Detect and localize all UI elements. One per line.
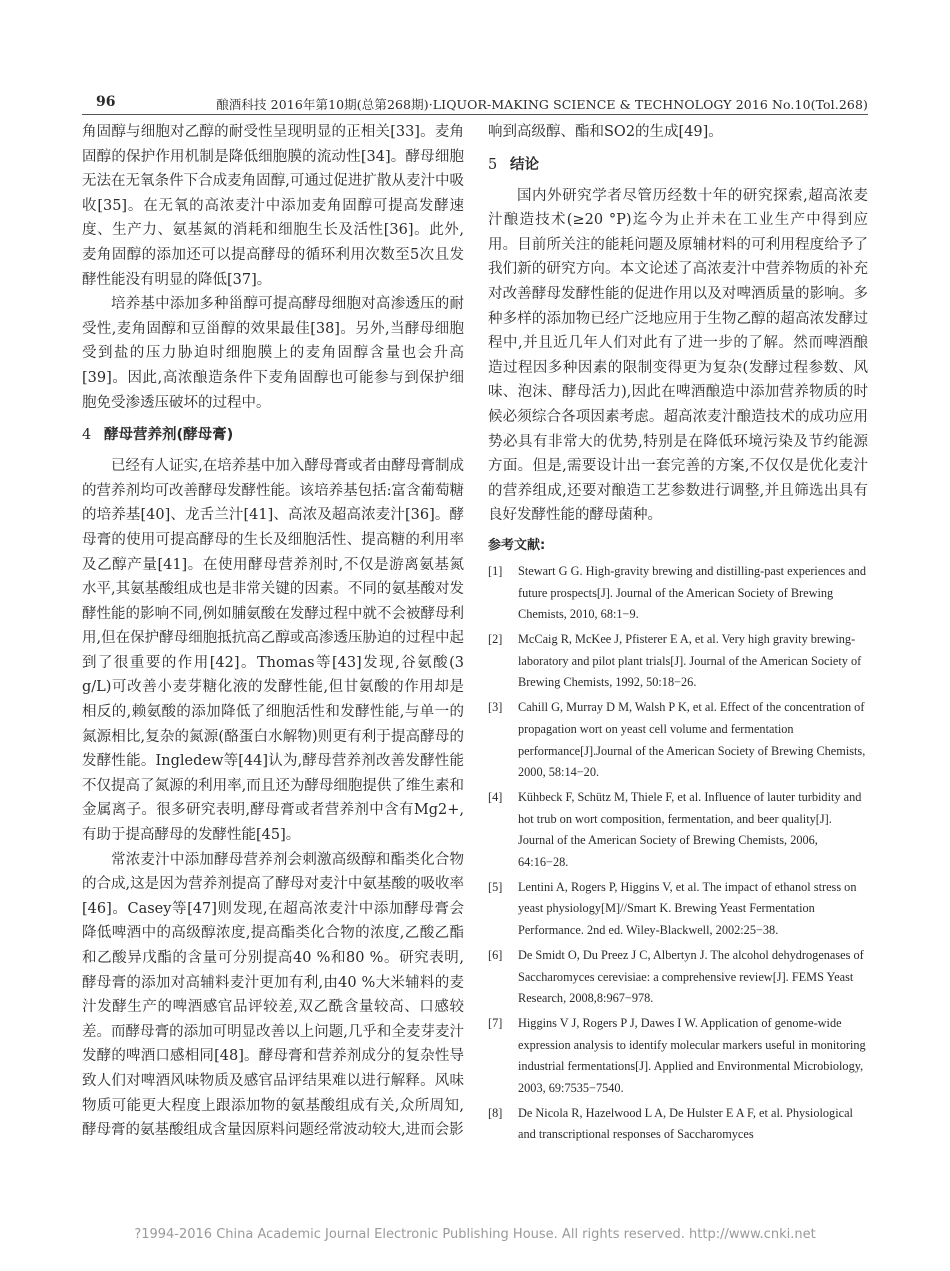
section-heading	[488, 153, 868, 177]
reference-list	[488, 561, 868, 1146]
paragraph: 常浓麦汁中添加酵母营养剂会刺激高级醇和酯类化合物的合成,这是因为营养剂提高了酵母对麦汁中氨基酸的吸收率[46]。Casey等[47]则发现,在超高浓麦汁中添加酵母膏会降低啤酒中的高级醇浓度,提高酯类化合物的浓度,乙酸乙酯和乙酸异戊酯的含量可分别提高40 %和80 %。研究表明,酵母膏的添加对高辅料麦汁更加有利,由40 %大米辅料的麦汁发酵生产的啤酒感官品评较差,双乙酰含量较高、口感较差。而酵母膏的添加可明显改善以上问题,几乎和全麦芽麦汁发酵的啤酒口感相同[48]。酵母膏和营养剂成分的复杂性导致人们对啤酒风味物质及感官品评结果难以进行解释。风味物质可能更大程度上跟添加物的氨基酸组成有关,众所周知,酵母膏的氨基酸组成含量因原料问题经常波动较大,进而会影	[82, 851, 464, 1139]
reference-number: [8]	[488, 1105, 503, 1120]
reference-text: De Nicola R, Hazelwood L A, De Hulster E A F, et al. Physiological and transcriptional responses of Saccharomyces	[518, 1105, 853, 1142]
paragraph: 培养基中添加多种甾醇可提高酵母细胞对高渗透压的耐受性,麦角固醇和豆甾醇的效果最佳[38]。另外,当酵母细胞受到盐的压力胁迫时细胞膜上的麦角固醇含量也会升高[39]。因此,高浓酿造条件下麦角固醇也可能参与到保护细胞免受渗透压破坏的过程中。	[82, 296, 464, 411]
paragraph: 已经有人证实,在培养基中加入酵母膏或者由酵母膏制成的营养剂均可改善酵母发酵性能。该培养基包括:富含葡萄糖的培养基[40]、龙舌兰汁[41]、高浓及超高浓麦汁[36]。酵母膏的使用可提高酵母的生长及细胞活性、提高糖的利用率及乙醇产量[41]。在使用酵母营养剂时,不仅是游离氨基氮水平,其氨基酸组成也是非常关键的因素。不同的氨基酸对发酵性能的影响不同,例如脯氨酸在发酵过程中就不会被酵母利用,但在保护酵母细胞抵抗高乙醇或高渗透压胁迫的过程中起到了很重要的作用[42]。Thomas等[43]发现,谷氨酸(3 g/L)可改善小麦芽糖化液的发酵性能,但甘氨酸的作用却是相反的,赖氨酸的添加降低了细胞活性和发酵性能,与单一的氮源相比,复杂的氮源(酪蛋白水解物)则更有利于提高酵母的发酵性能。Ingledew等[44]认为,酵母营养剂改善发酵性能不仅提高了氮源的利用率,而且还为酵母细胞提供了维生素和金属离子。很多研究表明,酵母膏或者营养剂中含有Mg2+,有助于提高酵母的发酵性能[45]。	[82, 458, 464, 844]
reference-number: [5]	[488, 879, 503, 894]
paragraph: 国内外研究学者尽管历经数十年的研究探索,超高浓麦汁酿造技术(≥20 °P)迄今为止并未在工业生产中得到应用。目前所关注的能耗问题及原辅材料的可利用程度给予了我们新的研究方向。本文论述了高浓麦汁中营养物质的补充对改善酵母发酵性能的促进作用以及对啤酒质量的影响。多种多样的添加物已经广泛地应用于生物乙醇的超高浓发酵过程中,并且近几年人们对此有了进一步的了解。然而啤酒酿造过程因多种因素的限制变得更为复杂(发酵过程参数、风味、泡沫、酵母活力),因此在啤酒酿造中添加营养物质的时候必须综合各项因素考虑。超高浓麦汁酿造技术的成功应用势必具有非常大的优势,特别是在降低环境污染及节约能源方面。但是,需要设计出一套完善的方案,不仅仅是优化麦汁的营养组成,还要对酿造工艺参数进行调整,并且筛选出具有良好发酵性能的酵母菌种。	[488, 187, 868, 524]
reference-number: [3]	[488, 700, 503, 715]
section-title: 结论	[510, 156, 539, 173]
section-number: 5	[488, 156, 498, 173]
references-heading: 参考文献:	[488, 537, 546, 553]
section-title: 酵母营养剂(酵母膏)	[104, 427, 234, 444]
page-number: 96	[96, 94, 116, 110]
reference-text: McCaig R, McKee J, Pfisterer E A, et al. Very high gravity brewing-laboratory and pilot plant trials[J]. Journal of the American Society of Brewing Chemists, 1992, 50:18−26.	[518, 632, 862, 690]
reference-item	[488, 1103, 868, 1146]
reference-number: [1]	[488, 563, 503, 578]
reference-text: Stewart G G. High-gravity brewing and distilling-past experiences and future prospects[J]. Journal of the American Society of Brewing Chemists, 2010, 68:1−9.	[518, 563, 866, 622]
running-title: 酿酒科技 2016年第10期(总第268期)·LIQUOR-MAKING SCIENCE & TECHNOLOGY 2016 No.10(Tol.268)	[216, 97, 868, 112]
reference-item	[488, 787, 868, 874]
paragraph: 响到高级醇、酯和SO2的生成[49]。	[488, 124, 723, 140]
section-heading	[82, 423, 464, 447]
right-column	[488, 120, 868, 1149]
copyright-footer: ?1994-2016 China Academic Journal Electronic Publishing House. All rights reserved. http://www.cnki.net	[134, 1227, 816, 1242]
reference-item	[488, 629, 868, 694]
reference-text: Lentini A, Rogers P, Higgins V, et al. The impact of ethanol stress on yeast physiology[M]//Smart K. Brewing Yeast Fermentation Performance. 2nd ed. Wiley-Blackwell, 2002:25−38.	[518, 879, 857, 938]
reference-text: Cahill G, Murray D M, Walsh P K, et al. Effect of the concentration of propagation wort on yeast cell volume and fermentation performance[J].Journal of the American Society of Brewing Chemists, 2000, 58:14−20.	[518, 700, 866, 780]
paragraph: 角固醇与细胞对乙醇的耐受性呈现明显的正相关[33]。麦角固醇的保护作用机制是降低细胞膜的流动性[34]。酵母细胞无法在无氧条件下合成麦角固醇,可通过促进扩散从麦汁中吸收[35]。在无氧的高浓麦汁中添加麦角固醇可提高发酵速度、生产力、氨基氮的消耗和细胞生长及活性[36]。此外,麦角固醇的添加还可以提高酵母的循环利用次数至5次且发酵性能没有明显的降低[37]。	[82, 124, 464, 288]
reference-item	[488, 561, 868, 626]
page-header	[82, 92, 868, 115]
reference-number: [4]	[488, 789, 503, 804]
reference-item	[488, 1013, 868, 1100]
reference-item	[488, 697, 868, 784]
reference-text: De Smidt O, Du Preez J C, Albertyn J. The alcohol dehydrogenases of Saccharomyces cerevisiae: a comprehensive review[J]. FEMS Yeast Research, 2008,8:967−978.	[518, 947, 864, 1006]
reference-number: [6]	[488, 947, 503, 962]
reference-item	[488, 945, 868, 1010]
reference-text: Higgins V J, Rogers P J, Dawes I W. Application of genome-wide expression analysis to identify molecular markers useful in monitoring industrial fermentations[J]. Applied and Environmental Microbiology, 2003, 69:7535−7540.	[518, 1015, 866, 1096]
reference-item	[488, 877, 868, 942]
reference-number: [7]	[488, 1015, 503, 1030]
reference-number: [2]	[488, 632, 503, 647]
section-number: 4	[82, 427, 92, 444]
left-column	[82, 120, 464, 1143]
reference-text: Kühbeck F, Schütz M, Thiele F, et al. Influence of lauter turbidity and hot trub on wort composition, fermentation, and beer quality[J]. Journal of the American Society of Brewing Chemists, 2006, 64:16−28.	[518, 789, 862, 870]
